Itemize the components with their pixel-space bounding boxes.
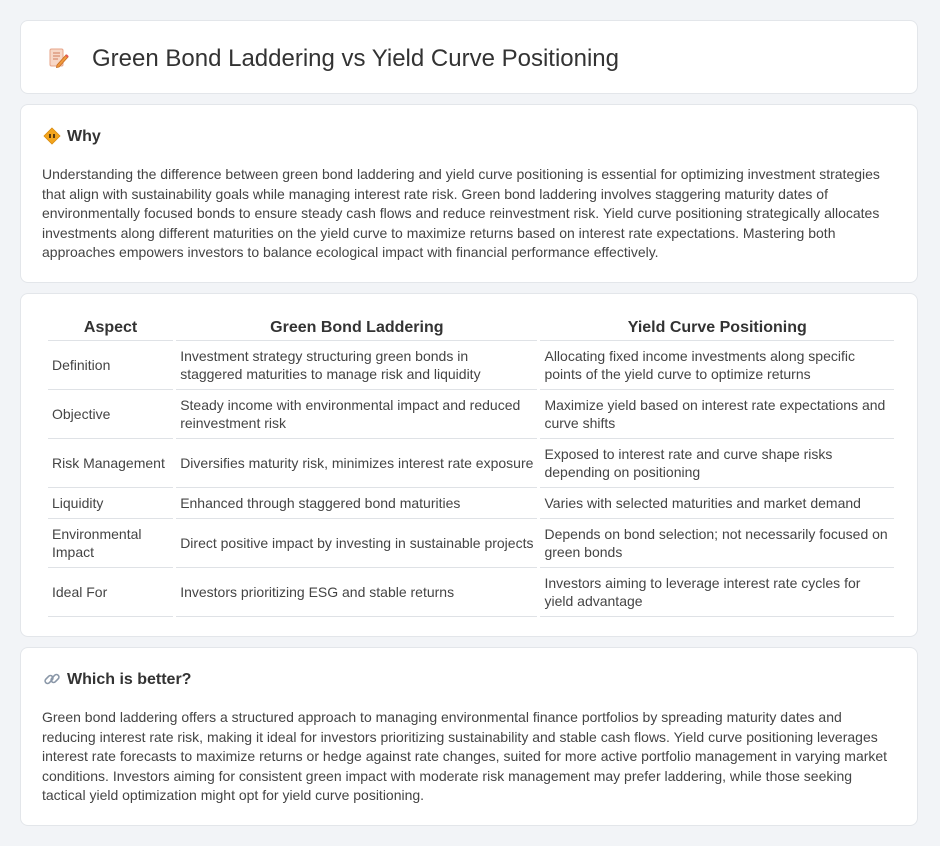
aspect-cell: Liquidity [48, 488, 173, 519]
header-yield-curve-positioning: Yield Curve Positioning [540, 314, 894, 341]
positioning-cell: Varies with selected maturities and market demand [540, 488, 894, 519]
pencil-paper-icon [47, 47, 69, 69]
which-is-better-section [20, 647, 918, 826]
which-is-better-heading: Which is better? [67, 671, 192, 688]
title-card [20, 20, 918, 94]
aspect-cell: Risk Management [48, 439, 173, 488]
laddering-cell: Enhanced through staggered bond maturities [176, 488, 537, 519]
table-row [48, 341, 894, 390]
table-row [48, 519, 894, 568]
aspect-cell: Ideal For [48, 568, 173, 617]
positioning-cell: Investors aiming to leverage interest rate cycles for yield advantage [540, 568, 894, 617]
laddering-cell: Investors prioritizing ESG and stable returns [176, 568, 537, 617]
aspect-cell: Objective [48, 390, 173, 439]
laddering-cell: Direct positive impact by investing in sustainable projects [176, 519, 537, 568]
table-row [48, 568, 894, 617]
aspect-cell: Environmental Impact [48, 519, 173, 568]
comparison-table [45, 314, 897, 617]
comparison-section [20, 293, 918, 637]
positioning-cell: Exposed to interest rate and curve shape risks depending on positioning [540, 439, 894, 488]
laddering-cell: Investment strategy structuring green bonds in staggered maturities to manage risk and liquidity [176, 341, 537, 390]
laddering-cell: Steady income with environmental impact and reduced reinvestment risk [176, 390, 537, 439]
why-section [20, 104, 918, 283]
aspect-cell: Definition [48, 341, 173, 390]
which-is-better-paragraph: Green bond laddering offers a structured approach to managing environmental finance portfolios by spreading maturity dates and reducing interest rate risk, making it ideal for investors prioritizing sustainability and stable cash flows. Yield curve positioning leverages interest rate forecasts to maximize returns or hedge against rate changes, suited for more active portfolio management in varying market conditions. Investors aiming for consistent green impact with moderate risk management may prefer laddering, while those seeking tactical yield optimization might opt for yield curve positioning. [42, 709, 888, 803]
laddering-cell: Diversifies maturity risk, minimizes interest rate exposure [176, 439, 537, 488]
table-row [48, 488, 894, 519]
page-title: Green Bond Laddering vs Yield Curve Positioning [92, 45, 619, 72]
table-row [48, 390, 894, 439]
positioning-cell: Allocating fixed income investments along specific points of the yield curve to optimize returns [540, 341, 894, 390]
why-paragraph: Understanding the difference between green bond laddering and yield curve positioning is essential for optimizing investment strategies that align with sustainability goals while managing interest rate risk. Green bond laddering involves staggering maturity dates of environmentally focused bonds to ensure steady cash flows and reduce reinvestment risk. Yield curve positioning strategically allocates investments along different maturities on the yield curve to maximize returns based on interest rate expectations. Mastering both approaches empowers investors to balance ecological impact with financial performance effectively. [42, 166, 880, 260]
header-aspect: Aspect [48, 314, 173, 341]
positioning-cell: Depends on bond selection; not necessarily focused on green bonds [540, 519, 894, 568]
table-row [48, 439, 894, 488]
link-icon [43, 670, 61, 688]
why-heading: Why [67, 128, 101, 145]
table-header-row [48, 314, 894, 341]
header-green-bond-laddering: Green Bond Laddering [176, 314, 537, 341]
positioning-cell: Maximize yield based on interest rate expectations and curve shifts [540, 390, 894, 439]
diamond-sign-icon [43, 127, 61, 145]
